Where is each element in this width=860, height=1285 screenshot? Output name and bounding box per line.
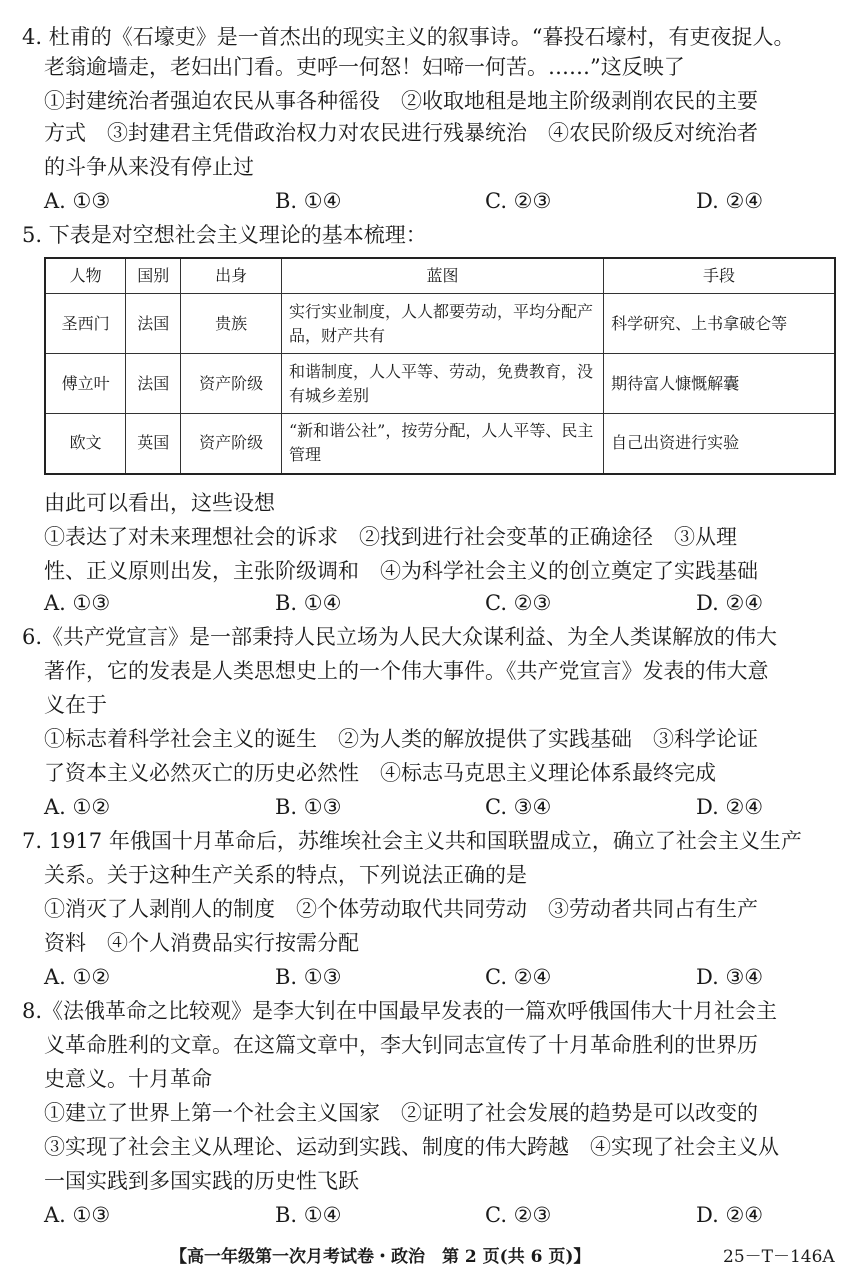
q7-line-4: 资料 ④个人消费品实行按需分配 <box>44 931 359 955</box>
q8-options <box>44 1200 844 1230</box>
q4-options <box>44 186 844 216</box>
q8-line-1: 8.《法俄革命之比较观》是李大钊在中国最早发表的一篇欢呼俄国伟大十月社会主 <box>22 999 778 1023</box>
q6-line-1: 6.《共产党宣言》是一部秉持人民立场为人民大众谋利益、为全人类谋解放的伟大 <box>22 625 778 649</box>
q6-options <box>44 792 844 822</box>
cell-country: 法国 <box>126 294 181 354</box>
q8-line-2: 义革命胜利的文章。在这篇文章中，李大钊同志宣传了十月革命胜利的世界历 <box>44 1033 758 1057</box>
q6-option-c[interactable]: C. ③④ <box>485 795 552 819</box>
q8-option-b[interactable]: B. ①④ <box>275 1203 342 1227</box>
q4-line-3: ①封建统治者强迫农民从事各种徭役 ②收取地租是地主阶级剥削农民的主要 <box>44 89 758 113</box>
q5-line-2: ①表达了对未来理想社会的诉求 ②找到进行社会变革的正确途径 ③从理 <box>44 525 737 549</box>
q5-stem: 5. 下表是对空想社会主义理论的基本梳理： <box>22 223 427 247</box>
q4-line-1: 4. 杜甫的《石壕吏》是一首杰出的现实主义的叙事诗。“暮投石壕村，有吏夜捉人。 <box>22 25 795 49</box>
cell-person: 圣西门 <box>45 294 126 354</box>
table-header-country: 国别 <box>126 258 181 294</box>
q6-option-d[interactable]: D. ②④ <box>696 795 764 819</box>
table-row <box>45 414 835 474</box>
q8-line-3: 史意义。十月革命 <box>44 1067 212 1091</box>
cell-blueprint: 实行实业制度，人人都要劳动，平均分配产品，财产共有 <box>281 294 603 354</box>
q7-option-b[interactable]: B. ①③ <box>275 965 342 989</box>
table-header-row <box>45 258 835 294</box>
q8-line-4: ①建立了世界上第一个社会主义国家 ②证明了社会发展的趋势是可以改变的 <box>44 1101 758 1125</box>
q5-option-c[interactable]: C. ②③ <box>485 591 552 615</box>
q7-line-2: 关系。关于这种生产关系的特点，下列说法正确的是 <box>44 863 527 887</box>
q4-line-2: 老翁逾墙走，老妇出门看。吏呼一何怒！妇啼一何苦。……”这反映了 <box>44 55 685 79</box>
q6-line-4: ①标志着科学社会主义的诞生 ②为人类的解放提供了实践基础 ③科学论证 <box>44 727 758 751</box>
q7-option-d[interactable]: D. ③④ <box>696 965 764 989</box>
q4-option-a[interactable]: A. ①③ <box>44 189 111 213</box>
q4-option-c[interactable]: C. ②③ <box>485 189 552 213</box>
cell-origin: 资产阶级 <box>181 354 282 414</box>
q5-option-b[interactable]: B. ①④ <box>275 591 342 615</box>
table-header-means: 手段 <box>604 258 835 294</box>
table-header-person: 人物 <box>45 258 126 294</box>
page-footer <box>0 1242 860 1272</box>
q6-option-a[interactable]: A. ①② <box>44 795 111 819</box>
cell-person: 欧文 <box>45 414 126 474</box>
cell-origin: 资产阶级 <box>181 414 282 474</box>
table-row <box>45 354 835 414</box>
q4-line-4: 方式 ③封建君主凭借政治权力对农民进行残暴统治 ④农民阶级反对统治者 <box>44 121 758 145</box>
q5-line-1: 由此可以看出，这些设想 <box>44 491 275 515</box>
q4-option-b[interactable]: B. ①④ <box>275 189 342 213</box>
cell-blueprint: “新和谐公社”，按劳分配，人人平等、民主管理 <box>281 414 603 474</box>
q7-option-a[interactable]: A. ①② <box>44 965 111 989</box>
table-header-origin: 出身 <box>181 258 282 294</box>
q6-option-b[interactable]: B. ①③ <box>275 795 342 819</box>
table-row <box>45 294 835 354</box>
q7-option-c[interactable]: C. ②④ <box>485 965 552 989</box>
q8-line-5: ③实现了社会主义从理论、运动到实践、制度的伟大跨越 ④实现了社会主义从 <box>44 1135 779 1159</box>
cell-means: 科学研究、上书拿破仑等 <box>604 294 835 354</box>
cell-country: 法国 <box>126 354 181 414</box>
q7-options <box>44 962 844 992</box>
cell-means: 期待富人慷慨解囊 <box>604 354 835 414</box>
q8-option-c[interactable]: C. ②③ <box>485 1203 552 1227</box>
q4-option-d[interactable]: D. ②④ <box>696 189 764 213</box>
cell-origin: 贵族 <box>181 294 282 354</box>
footer-title: 【高一年级第一次月考试卷・政治 第 2 页(共 6 页)】 <box>170 1247 591 1267</box>
q6-line-2: 著作，它的发表是人类思想史上的一个伟大事件。《共产党宣言》发表的伟大意 <box>44 659 769 683</box>
q5-option-a[interactable]: A. ①③ <box>44 591 111 615</box>
table-header-blueprint: 蓝图 <box>281 258 603 294</box>
cell-means: 自己出资进行实验 <box>604 414 835 474</box>
cell-blueprint: 和谐制度，人人平等、劳动，免费教育，没有城乡差别 <box>281 354 603 414</box>
q8-option-a[interactable]: A. ①③ <box>44 1203 111 1227</box>
q8-option-d[interactable]: D. ②④ <box>696 1203 764 1227</box>
q8-line-6: 一国实践到多国实践的历史性飞跃 <box>44 1169 359 1193</box>
q5-line-3: 性、正义原则出发，主张阶级调和 ④为科学社会主义的创立奠定了实践基础 <box>44 559 758 583</box>
q6-line-5: 了资本主义必然灭亡的历史必然性 ④标志马克思主义理论体系最终完成 <box>44 761 716 785</box>
cell-country: 英国 <box>126 414 181 474</box>
q5-option-d[interactable]: D. ②④ <box>696 591 764 615</box>
q4-line-5: 的斗争从来没有停止过 <box>44 155 254 179</box>
q5-options <box>44 588 844 618</box>
q6-line-3: 义在于 <box>44 693 107 717</box>
footer-code: 25－T－146A <box>723 1247 835 1267</box>
cell-person: 傅立叶 <box>45 354 126 414</box>
q7-line-3: ①消灭了人剥削人的制度 ②个体劳动取代共同劳动 ③劳动者共同占有生产 <box>44 897 758 921</box>
utopian-socialism-table <box>44 257 836 475</box>
q7-line-1: 7. 1917 年俄国十月革命后，苏维埃社会主义共和国联盟成立，确立了社会主义生产 <box>22 829 802 853</box>
